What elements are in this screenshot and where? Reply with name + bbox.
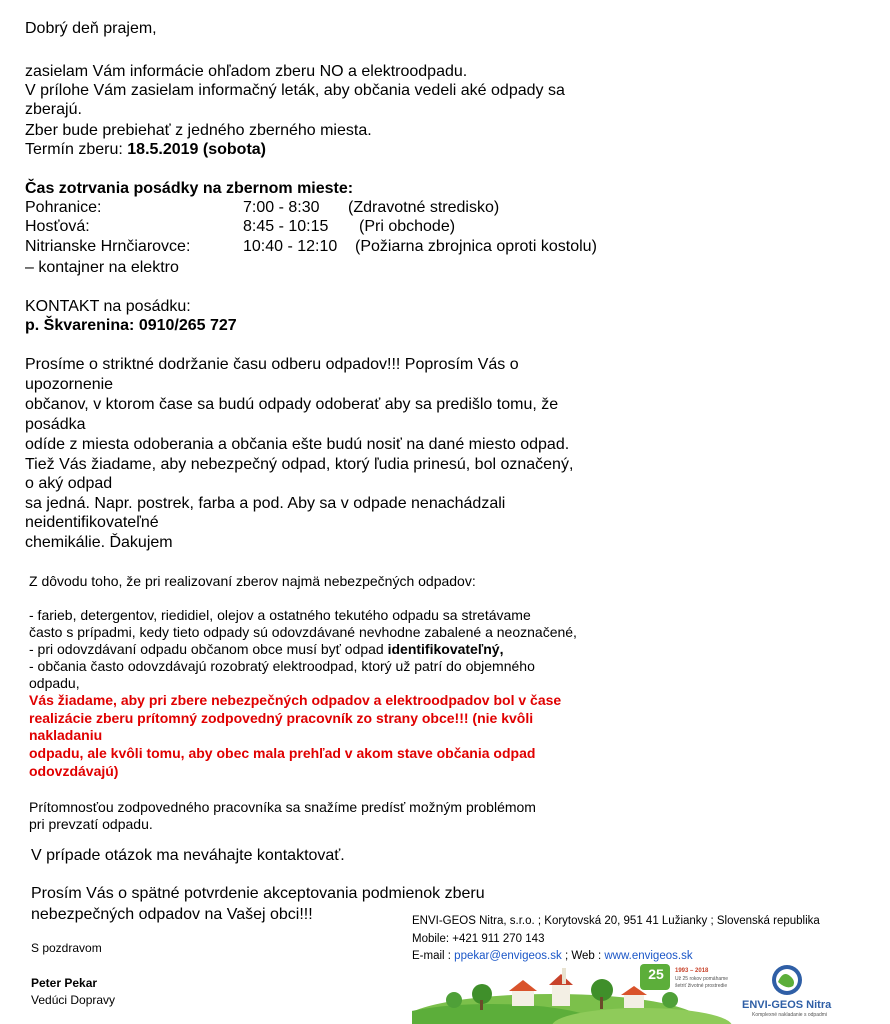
request-line: sa jedná. Napr. postrek, farba a pod. Aby sa v odpade nenachádzali [25, 495, 506, 512]
schedule-time: 10:40 - 12:10 [243, 238, 338, 255]
badge-number: 25 [648, 966, 664, 982]
request-line: neidentifikovateľné [25, 514, 159, 531]
envigeos-logo [772, 965, 802, 995]
contact-label: KONTAKT na posádku: [25, 298, 191, 315]
schedule-heading: Čas zotrvania posádky na zbernom mieste: [25, 180, 354, 197]
company-mobile: Mobile: +421 911 270 143 [412, 933, 545, 945]
schedule-place: Nitrianske Hrnčiarovce: [25, 238, 191, 255]
greeting: Dobrý deň prajem, [25, 20, 157, 37]
badge-years: 1993 – 2018 [675, 968, 709, 974]
email-link[interactable]: ppekar@envigeos.sk [454, 950, 562, 962]
request-line: odíde z miesta odoberania a občania ešte budú nosiť na dané miesto odpad. [25, 436, 570, 453]
bullet-line: často s prípadmi, kedy tieto odpady sú odovzdávané nevhodne zabalené a neoznačené, [29, 624, 577, 640]
bullet-line: - farieb, detergentov, riedidiel, olejov a ostatného tekutého odpadu sa stretávame [29, 607, 531, 623]
intro-line: zasielam Vám informácie ohľadom zberu NO a elektroodpadu. [25, 63, 468, 80]
logo-name: ENVI-GEOS Nitra [742, 999, 832, 1011]
badge-line: šetriť životné prostredie [675, 983, 728, 989]
reason-intro: Z dôvodu toho, že pri realizovaní zberov najmä nebezpečných odpadov: [29, 573, 476, 589]
request-line: chemikálie. Ďakujem [25, 534, 173, 551]
schedule-note: (Pri obchode) [359, 218, 456, 235]
request-line: Prosíme o striktné dodržanie času odberu odpadov!!! Poprosím Vás o [25, 356, 519, 373]
signature-closing: S pozdravom [31, 941, 102, 955]
request-line: občanov, v ktorom čase sa budú odpady odoberať aby sa predišlo tomu, že [25, 396, 559, 413]
bullet-line: odpadu, [29, 675, 80, 691]
red-notice-line: realizácie zberu prítomný zodpovedný pracovník zo strany obce!!! (nie kvôli [29, 710, 534, 726]
signature-title: Vedúci Dopravy [31, 993, 116, 1007]
web-link[interactable]: www.envigeos.sk [604, 950, 693, 962]
collection-date-label: Termín zberu: [25, 141, 128, 158]
red-notice-line: odpadu, ale kvôli tomu, aby obec mala prehľad v akom stave občania odpad [29, 745, 536, 761]
schedule-time: 8:45 - 10:15 [243, 218, 329, 235]
schedule-place: Pohranice: [25, 199, 102, 216]
signature-name: Peter Pekar [31, 976, 98, 990]
bullet-line: - občania často odovzdávajú rozobratý elektroodpad, ktorý už patrí do objemného [29, 658, 535, 674]
presence-note-line: pri prevzatí odpadu. [29, 816, 153, 832]
schedule-note: (Zdravotné stredisko) [348, 199, 500, 216]
schedule-extra: – kontajner na elektro [25, 259, 179, 276]
bullet-bold-text: identifikovateľný, [387, 641, 504, 657]
intro-line: Zber bude prebiehať z jedného zberného miesta. [25, 122, 372, 139]
presence-note-line: Prítomnosťou zodpovedného pracovníka sa snažíme predísť možným problémom [29, 799, 536, 815]
badge-line: Už 25 rokov pomáhame [675, 976, 729, 982]
request-line: o aký odpad [25, 475, 113, 492]
bullet-text: - pri odovzdávaní odpadu občanom obce musí byť odpad [29, 641, 388, 657]
request-line: posádka [25, 416, 86, 433]
email-label: E-mail : [412, 950, 455, 962]
web-label: ; Web : [561, 950, 605, 962]
schedule-place: Hosťová: [25, 218, 90, 235]
intro-line: V prílohe Vám zasielam informačný leták, aby občania vedeli aké odpady sa [25, 82, 565, 99]
logo-tagline: Komplexné nakladanie s odpadmi [752, 1012, 828, 1018]
request-line: upozornenie [25, 376, 114, 393]
confirmation-line: Prosím Vás o spätné potvrdenie akceptovania podmienok zberu [31, 885, 485, 902]
bullet-line [29, 641, 503, 658]
red-notice-line: nakladaniu [29, 727, 103, 743]
confirmation-line: nebezpečných odpadov na Vašej obci!!! [31, 906, 313, 923]
schedule-note: (Požiarna zbrojnica oproti kostolu) [355, 238, 597, 255]
collection-date-value: 18.5.2019 (sobota) [127, 141, 266, 158]
intro-line: zberajú. [25, 101, 82, 118]
red-notice-line: odovzdávajú) [29, 763, 119, 779]
collection-date [25, 140, 266, 159]
red-notice-line: Vás žiadame, aby pri zbere nebezpečných odpadov a elektroodpadov bol v čase [29, 692, 562, 708]
questions-text: V prípade otázok ma neváhajte kontaktovať. [31, 847, 345, 864]
company-address: ENVI-GEOS Nitra, s.r.o. ; Korytovská 20, 951 41 Lužianky ; Slovenská republika [412, 915, 820, 927]
schedule-time: 7:00 - 8:30 [243, 199, 320, 216]
contact-person: p. Škvarenina: 0910/265 727 [25, 317, 237, 334]
request-line: Tiež Vás žiadame, aby nebezpečný odpad, ktorý ľudia prinesú, bol označený, [25, 456, 574, 473]
